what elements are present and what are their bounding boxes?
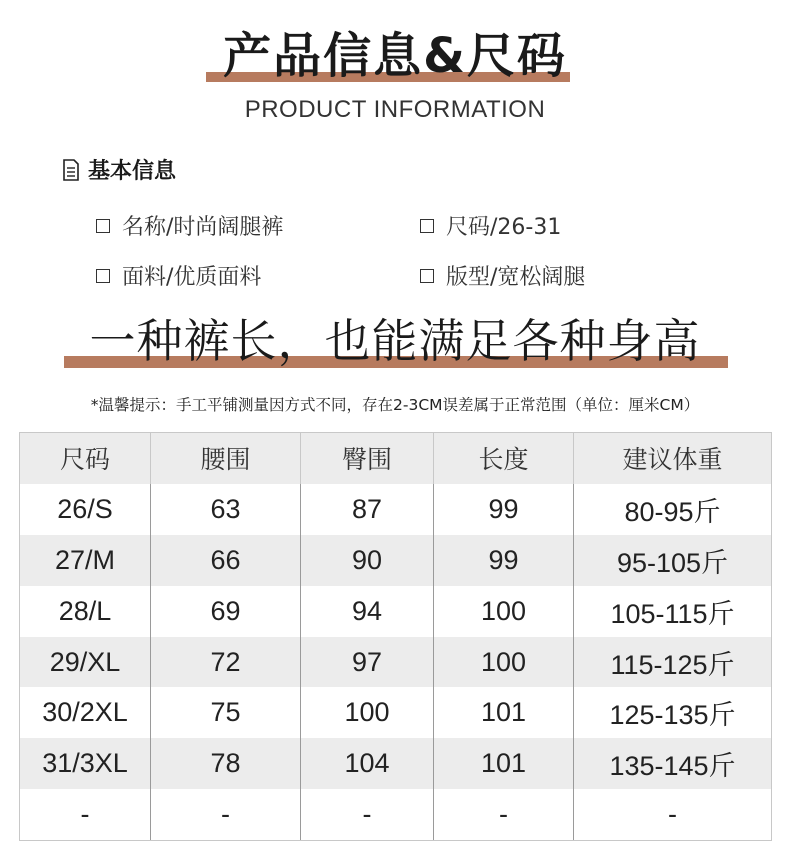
header-waist: 腰围	[151, 433, 301, 484]
table-row	[20, 789, 772, 840]
size-table	[19, 432, 772, 841]
slogan: 一种裤长，也能满足各种身高	[89, 314, 701, 368]
table-cell: 95-105斤	[574, 535, 772, 586]
header-hip: 臀围	[301, 433, 434, 484]
table-cell: 27/M	[20, 535, 151, 586]
table-cell: 101	[434, 687, 574, 738]
header-length: 长度	[434, 433, 574, 484]
table-cell: 100	[301, 687, 434, 738]
table-cell: -	[434, 789, 574, 840]
table-header-row	[20, 433, 772, 484]
basic-info-title: 基本信息	[88, 159, 177, 184]
measurement-note: *温馨提示：手工平铺测量因方式不同，存在2-3CM误差属于正常范围（单位：厘米CM）	[90, 396, 700, 414]
title-area	[0, 24, 790, 88]
table-row	[20, 535, 772, 586]
table-cell: 99	[434, 484, 574, 535]
table-cell: -	[20, 789, 151, 840]
checkbox-icon	[96, 219, 110, 233]
table-cell: -	[301, 789, 434, 840]
table-cell: 115-125斤	[574, 637, 772, 688]
table-cell: 78	[151, 738, 301, 789]
info-item-size	[420, 210, 561, 241]
table-cell: 135-145斤	[574, 738, 772, 789]
info-item-label: 版型/宽松阔腿	[446, 265, 586, 290]
table-cell: 75	[151, 687, 301, 738]
info-item-label: 尺码/26-31	[446, 215, 562, 240]
basic-info-heading	[62, 154, 176, 185]
table-cell: 101	[434, 738, 574, 789]
checkbox-icon	[96, 269, 110, 283]
table-cell: 104	[301, 738, 434, 789]
table-cell: 94	[301, 586, 434, 637]
table-cell: 105-115斤	[574, 586, 772, 637]
table-cell: -	[574, 789, 772, 840]
info-item-label: 面料/优质面料	[122, 265, 262, 290]
table-cell: 29/XL	[20, 637, 151, 688]
info-item-label: 名称/时尚阔腿裤	[122, 215, 284, 240]
table-cell: -	[151, 789, 301, 840]
table-cell: 90	[301, 535, 434, 586]
table-row	[20, 738, 772, 789]
table-cell: 87	[301, 484, 434, 535]
table-cell: 28/L	[20, 586, 151, 637]
table-row	[20, 484, 772, 535]
table-cell: 31/3XL	[20, 738, 151, 789]
info-item-name	[96, 210, 283, 241]
table-cell: 97	[301, 637, 434, 688]
table-cell: 26/S	[20, 484, 151, 535]
table-cell: 66	[151, 535, 301, 586]
table-cell: 99	[434, 535, 574, 586]
table-cell: 72	[151, 637, 301, 688]
table-cell: 100	[434, 637, 574, 688]
table-cell: 125-135斤	[574, 687, 772, 738]
page-subtitle: PRODUCT INFORMATION	[244, 96, 546, 123]
checkbox-icon	[420, 269, 434, 283]
table-cell: 69	[151, 586, 301, 637]
table-row	[20, 637, 772, 688]
table-cell: 100	[434, 586, 574, 637]
table-row	[20, 687, 772, 738]
table-cell: 63	[151, 484, 301, 535]
header-size: 尺码	[20, 433, 151, 484]
page-title: 产品信息&尺码	[223, 28, 567, 84]
info-item-fit	[420, 260, 585, 291]
document-icon	[62, 159, 80, 181]
table-row	[20, 586, 772, 637]
header-weight: 建议体重	[574, 433, 772, 484]
checkbox-icon	[420, 219, 434, 233]
table-cell: 80-95斤	[574, 484, 772, 535]
info-item-fabric	[96, 260, 261, 291]
table-cell: 30/2XL	[20, 687, 151, 738]
